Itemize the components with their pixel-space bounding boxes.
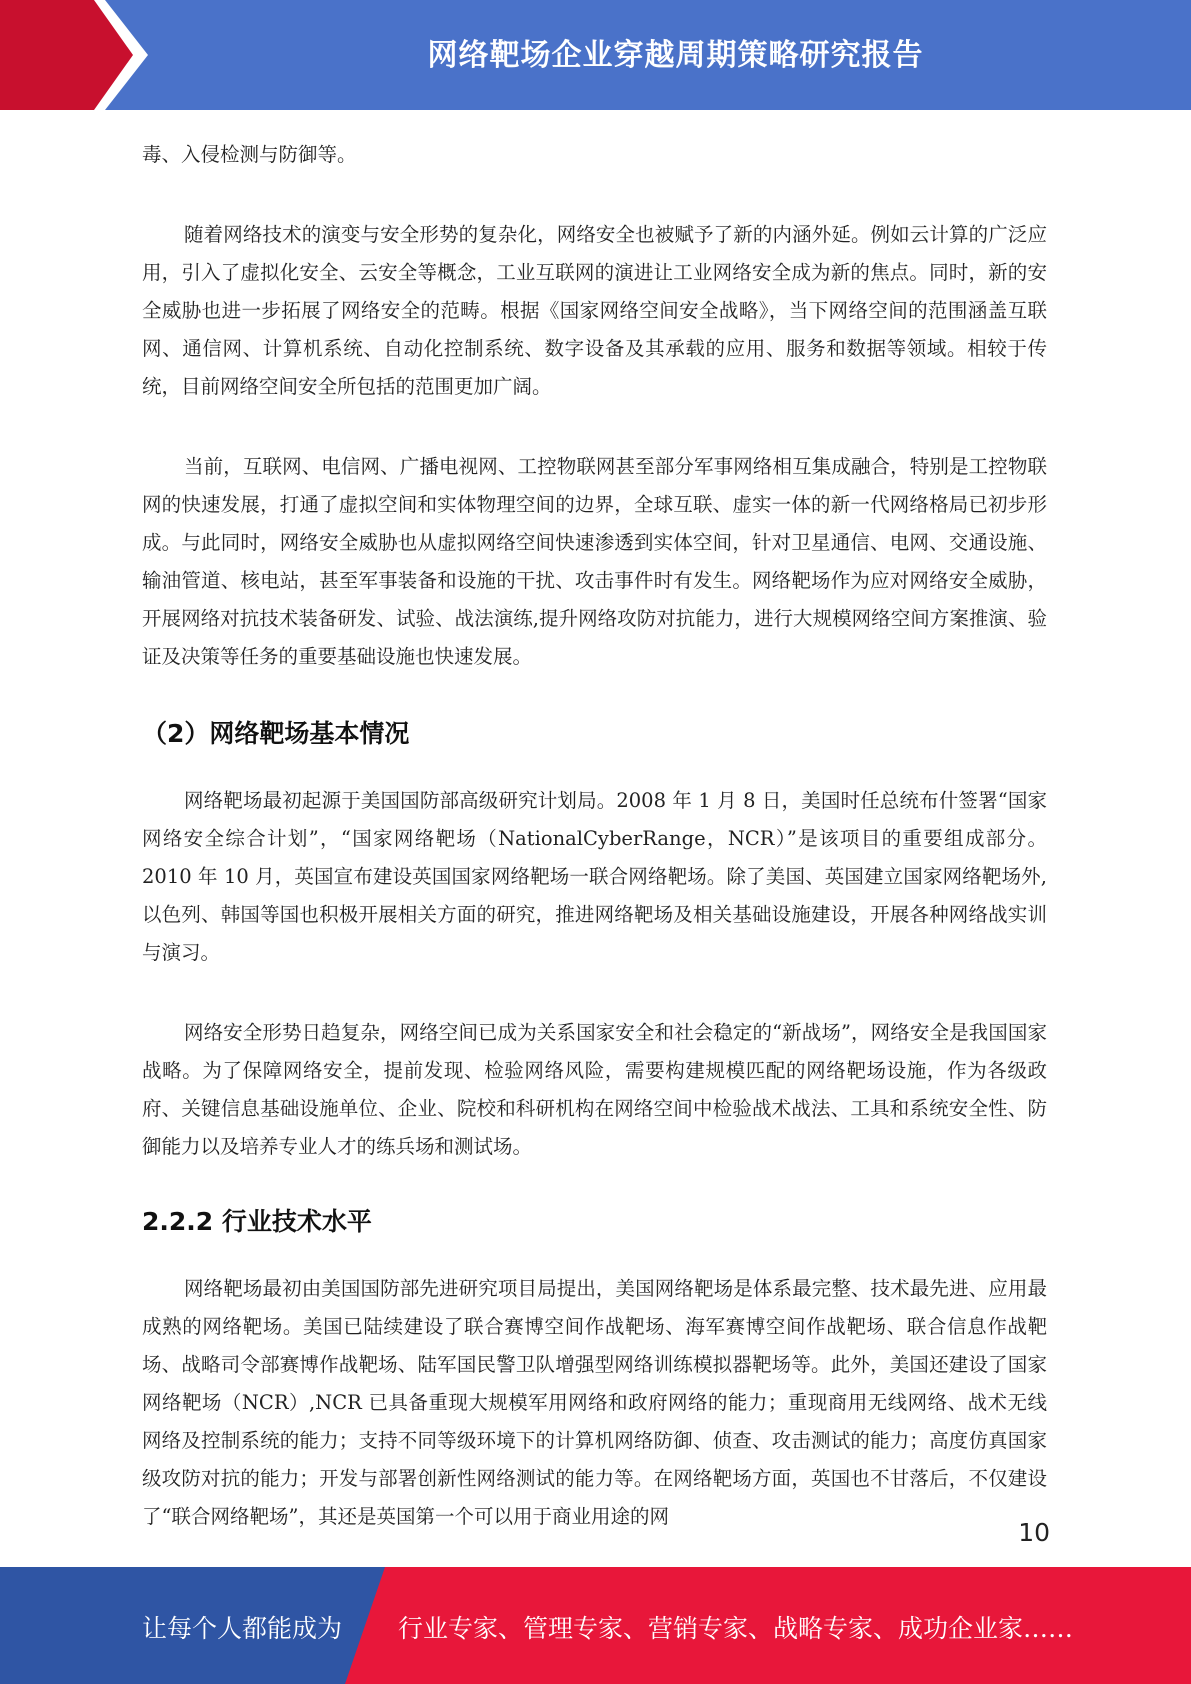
header-chevron-decoration [0, 0, 160, 110]
document-body [142, 136, 1047, 1578]
footer-slogan-left: 让每个人都能成为 [142, 1614, 343, 1643]
paragraph: 当前，互联网、电信网、广播电视网、工控物联网甚至部分军事网络相互集成融合，特别是工控物联网的快速发展，打通了虚拟空间和实体物理空间的边界，全球互联、虚实一体的新一代网络格局已初步形成。与此同时，网络安全威胁也从虚拟网络空间快速渗透到实体空间，针对卫星通信、电网、交通设施、输油管道、核电站，甚至军事装备和设施的干扰、攻击事件时有发生。网络靶场作为应对网络安全威胁，开展网络对抗技术装备研发、试验、战法演练,提升网络攻防对抗能力，进行大规模网络空间方案推演、验证及决策等任务的重要基础设施也快速发展。 [142, 455, 1047, 668]
paragraph: 网络靶场最初由美国国防部先进研究项目局提出，美国网络靶场是体系最完整、技术最先进、应用最成熟的网络靶场。美国已陆续建设了联合赛博空间作战靶场、海军赛博空间作战靶场、联合信息作战靶场、战略司令部赛博作战靶场、陆军国民警卫队增强型网络训练模拟器靶场等。此外，美国还建设了国家网络靶场（NCR）,NCR 已具备重现大规模军用网络和政府网络的能力；重现商用无线网络、战术无线网络及控制系统的能力；支持不同等级环境下的计算机网络防御、侦查、攻击测试的能力；高度仿真国家级攻防对抗的能力；开发与部署创新性网络测试的能力等。在网络靶场方面，英国也不甘落后，不仅建设了“联合网络靶场”，其还是英国第一个可以用于商业用途的网 [142, 1277, 1047, 1528]
report-title: 网络靶场企业穿越周期策略研究报告 [427, 38, 924, 73]
section-heading: （2）网络靶场基本情况 [142, 719, 410, 748]
footer-slogan-right: 行业专家、管理专家、营销专家、战略专家、成功企业家…… [398, 1614, 1074, 1643]
section-heading: 2.2.2 行业技术水平 [142, 1207, 372, 1236]
page-footer [0, 1567, 1191, 1684]
paragraph-continuation: 毒、入侵检测与防御等。 [142, 143, 357, 166]
page-number: 10 [1018, 1518, 1050, 1547]
paragraph: 网络靶场最初起源于美国国防部高级研究计划局。2008 年 1 月 8 日，美国时任总统布什签署“国家网络安全综合计划”，“国家网络靶场（NationalCyberRange，NCR）”是该项目的重要组成部分。2010 年 10 月，英国宣布建设英国国家网络靶场一联合网络靶场。除了美国、英国建立国家网络靶场外,以色列、韩国等国也积极开展相关方面的研究，推进网络靶场及相关基础设施建设，开展各种网络战实训与演习。 [142, 789, 1047, 964]
paragraph: 网络安全形势日趋复杂，网络空间已成为关系国家安全和社会稳定的“新战场”，网络安全是我国国家战略。为了保障网络安全，提前发现、检验网络风险，需要构建规模匹配的网络靶场设施，作为各级政府、关键信息基础设施单位、企业、院校和科研机构在网络空间中检验战术战法、工具和系统安全性、防御能力以及培养专业人才的练兵场和测试场。 [142, 1021, 1047, 1158]
page-header [0, 0, 1191, 110]
paragraph: 随着网络技术的演变与安全形势的复杂化，网络安全也被赋予了新的内涵外延。例如云计算的广泛应用，引入了虚拟化安全、云安全等概念，工业互联网的演进让工业网络安全成为新的焦点。同时，新的安全威胁也进一步拓展了网络安全的范畴。根据《国家网络空间安全战略》，当下网络空间的范围涵盖互联网、通信网、计算机系统、自动化控制系统、数字设备及其承载的应用、服务和数据等领域。相较于传统，目前网络空间安全所包括的范围更加广阔。 [142, 223, 1047, 398]
